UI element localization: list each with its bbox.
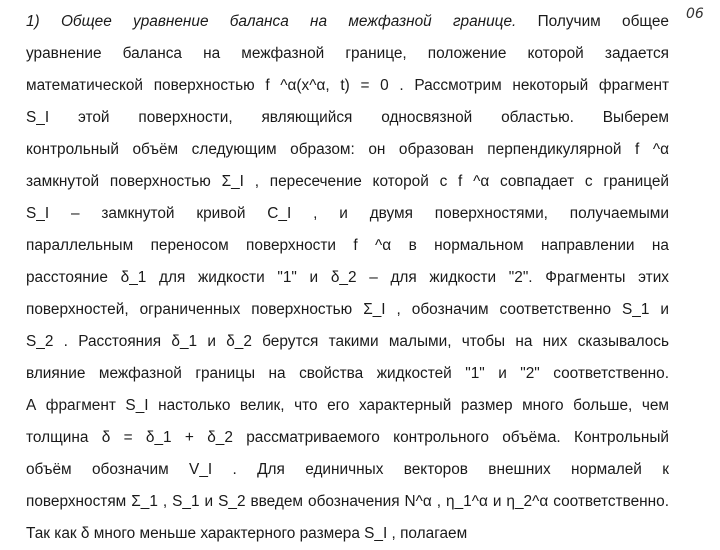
text-line: толщина δ = δ_1 + δ_2 рассматриваемого контрольного объёма. Контрольный [26, 429, 669, 446]
text-line [26, 6, 669, 38]
page-number: 06 [686, 6, 704, 22]
text-line: расстояние δ_1 для жидкости "1" и δ_2 – для жидкости "2". Фрагменты этих [26, 269, 669, 286]
text-line: Так как δ много меньше характерного размера S_I , полагаем [26, 525, 468, 542]
text-line: поверхностям Σ_1 , S_1 и S_2 введем обозначения N^α , η_1^α и η_2^α соответственно. [26, 493, 669, 510]
text-line: замкнутой поверхностью Σ_I , пересечение которой с f ^α совпадает с границей [26, 173, 669, 190]
text-line-content: Получим общее [516, 13, 669, 30]
text-line: S_2 . Расстояния δ_1 и δ_2 берутся такими малыми, чтобы на них сказывалось [26, 333, 669, 350]
section-heading: 1) Общее уравнение баланса на межфазной границе. [26, 13, 517, 30]
text-line: контрольный объём следующим образом: он образован перпендикулярной f ^α [26, 141, 669, 158]
text-line: уравнение баланса на межфазной границе, положение которой задается [26, 45, 669, 62]
text-line: S_I – замкнутой кривой C_I , и двумя поверхностями, получаемыми [26, 205, 669, 222]
text-line: объём обозначим V_I . Для единичных векторов внешних нормалей к [26, 461, 669, 478]
text-line: S_I этой поверхности, являющийся односвязной областью. Выберем [26, 109, 669, 126]
text-line: А фрагмент S_I настолько велик, что его характерный размер много больше, чем [26, 397, 669, 414]
text-line: математической поверхностью f ^α(x^α, t) = 0 . Рассмотрим некоторый фрагмент [26, 77, 669, 94]
text-line: влияние межфазной границы на свойства жидкостей "1" и "2" соответственно. [26, 365, 669, 382]
document-body [26, 6, 669, 550]
text-line: параллельным переносом поверхности f ^α в нормальном направлении на [26, 237, 669, 254]
text-line: поверхностей, ограниченных поверхностью Σ_I , обозначим соответственно S_1 и [26, 301, 669, 318]
